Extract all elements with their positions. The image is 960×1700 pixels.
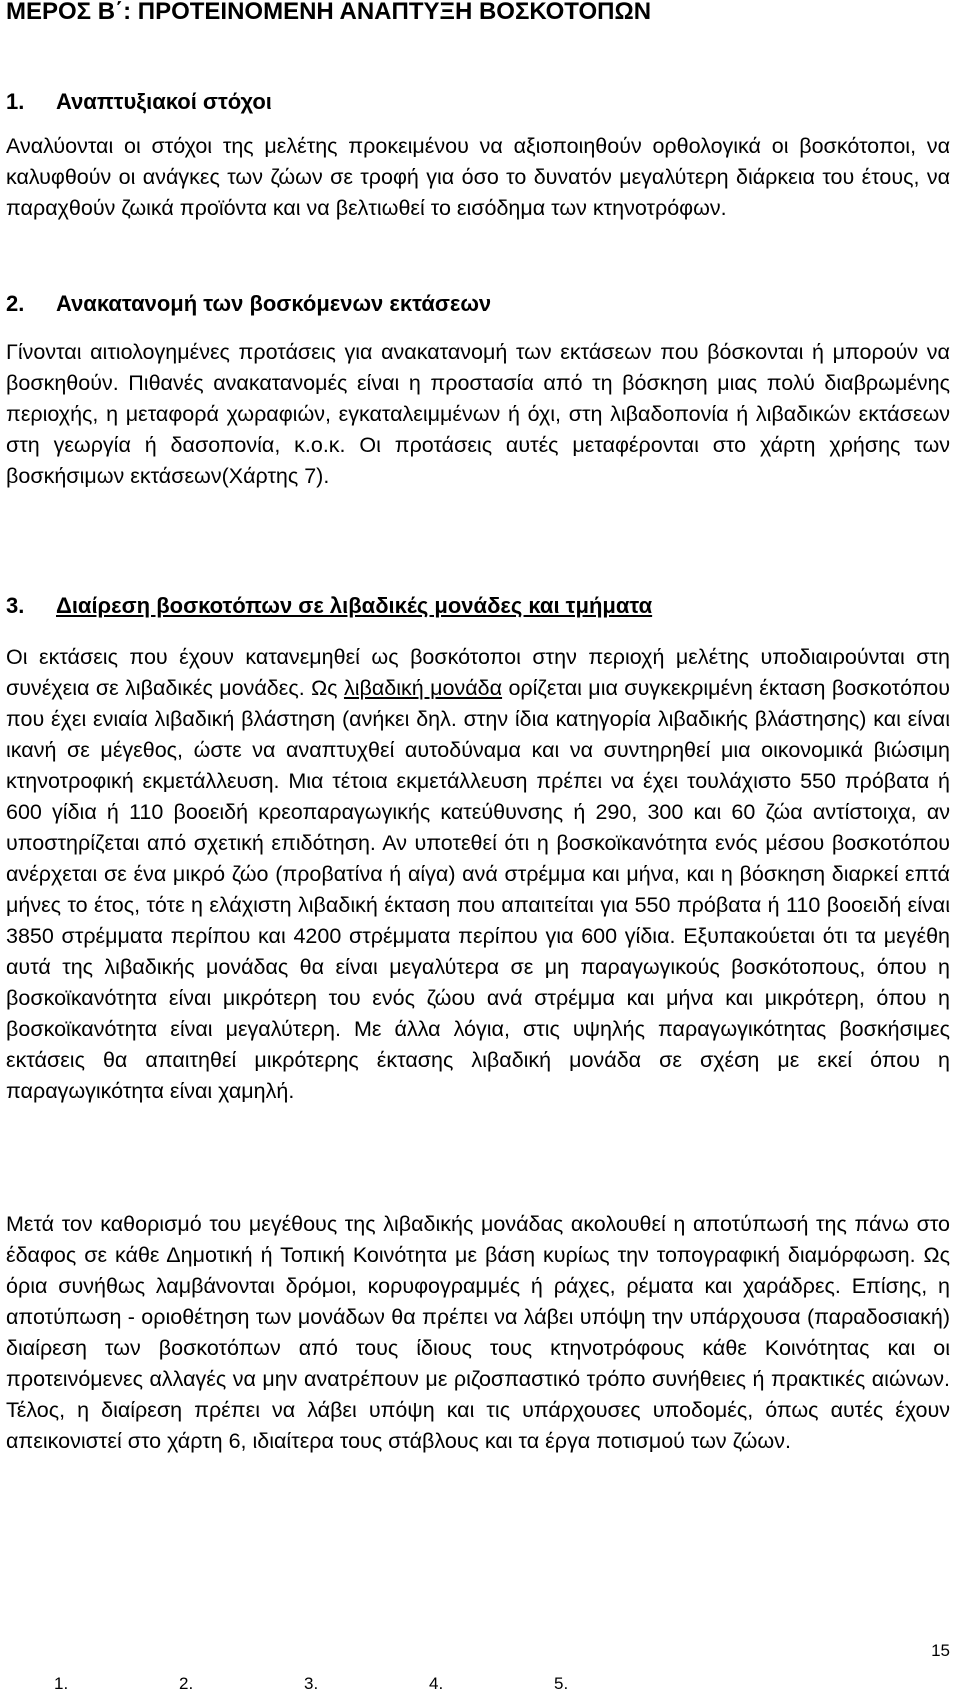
section-2-paragraph: Γίνονται αιτιολογημένες προτάσεις για ανακατανομή των εκτάσεων που βόσκονται ή μπορούν να βοσκηθούν. Πιθανές ανακατανομές είναι η προστασία από τη βόσκηση μιας πολύ διαβρωμένης περιοχής, η μεταφορά χωραφιών, εγκαταλειμμένων ή όχι, στη λιβαδοπονία ή λιβαδικών εκτάσεων στη γεωργία ή δασοπονία, κ.ο.κ. Οι προτάσεις αυτές μεταφέρονται στο χάρτη χρήσης των βοσκήσιμων εκτάσεων(Χάρτης 7). <box>6 340 950 488</box>
section-3-heading <box>6 592 652 620</box>
section-2-number: 2. <box>6 291 25 316</box>
footer-item-5: 5. <box>554 1674 569 1693</box>
definition-term: λιβαδική μονάδα <box>343 676 503 700</box>
part-title: ΜΕΡΟΣ Β΄: ΠΡΟΤΕΙΝΟΜΕΝΗ ΑΝΑΠΤΥΞΗ ΒΟΣΚΟΤΟΠΩΝ <box>6 0 652 25</box>
section-1-heading <box>6 88 272 116</box>
footer-item-3: 3. <box>304 1674 319 1693</box>
section-2-heading <box>6 290 491 318</box>
section-3-p1-rest: ορίζεται μια συγκεκριμένη έκταση βοσκοτόπου που έχει ενιαία λιβαδική βλάστηση (ανήκει δηλ. στην ίδια κατηγορία λιβαδικής βλάστησης) και είναι ικανή σε μέγεθος, ώστε να αναπτυχθεί αυτοδύναμα και να συντηρηθεί μια οικονομικά βιώσιμη κτηνοτροφική εκμετάλλευση. Μια τέτοια εκμετάλλευση πρέπει να έχει τουλάχιστο 550 πρόβατα ή 600 γίδια ή 110 βοοειδή κρεοπαραγωγικής κατεύθυνσης ή 290, 300 και 60 ζώα αντίστοιχα, αν υποστηρίζεται από σχετική επιδότηση. Αν υποτεθεί ότι η βοσκοϊκανότητα ενός μέσου βοσκοτόπου ανέρχεται σε ένα μικρό ζώο (προβατίνα ή αίγα) ανά στρέμμα και μήνα, και η βόσκηση διαρκεί επτά μήνες το έτος, τότε η ελάχιστη λιβαδική έκταση που απαιτείται για 550 πρόβατα ή 110 βοοειδή είναι 3850 στρέμματα περίπου και 4200 στρέμματα περίπου για 600 γίδια. Εξυπακούεται ότι τα μεγέθη αυτά της λιβαδικής μονάδας θα είναι μεγαλύτερα σε μη παραγωγικούς βοσκότοπους, όπου η βοσκοϊκανότητα είναι μικρότερη του ενός ζώου ανά στρέμμα και μήνα και μικρότερη, όπου η βοσκοϊκανότητα είναι μεγαλύτερη. Με άλλα λόγια, στις υψηλής παραγωγικότητας βοσκήσιμες εκτάσεις θα απαιτηθεί μικρότερης έκτασης λιβαδική μονάδα σε σχέση με εκεί όπου η παραγωγικότητα είναι χαμηλή. <box>6 676 950 1103</box>
section-3-paragraph-1 <box>6 642 950 1107</box>
section-1-title: Αναπτυξιακοί στόχοι <box>56 89 272 114</box>
section-1-paragraph: Αναλύονται οι στόχοι της μελέτης προκειμένου να αξιοποιηθούν ορθολογικά οι βοσκότοποι, να καλυφθούν οι ανάγκες των ζώων σε τροφή για όσο το δυνατόν μεγαλύτερη διάρκεια του έτους, να παραχθούν ζωικά προϊόντα και να βελτιωθεί το εισόδημα των κτηνοτρόφων. <box>6 134 950 220</box>
footer-item-4: 4. <box>429 1674 444 1693</box>
page-number: 15 <box>931 1641 950 1660</box>
footer-item-1: 1. <box>54 1674 69 1693</box>
section-1-number: 1. <box>6 89 25 114</box>
section-3-number: 3. <box>6 593 25 618</box>
section-3-paragraph-2: Μετά τον καθορισμό του μεγέθους της λιβαδικής μονάδας ακολουθεί η αποτύπωσή της πάνω στο έδαφος σε κάθε Δημοτική ή Τοπική Κοινότητα με βάση κυρίως την τοπογραφική διαμόρφωση. Ως όρια συνήθως λαμβάνονται δρόμοι, κορυφογραμμές ή ράχες, ρέματα και χαράδρες. Επίσης, η αποτύπωση - οριοθέτηση των μονάδων θα πρέπει να λάβει υπόψη την υπάρχουσα (παραδοσιακή) διαίρεση των βοσκοτόπων από τους ίδιους τους κτηνοτρόφους κάθε Κοινότητας και οι προτεινόμενες αλλαγές να μην ανατρέπουν με ριζοσπαστικό τρόπο συνήθειες ή πρακτικές αιώνων. Τέλος, η διαίρεση πρέπει να λάβει υπόψη και τις υπάρχουσες υποδομές, όπως αυτές έχουν απεικονιστεί στο χάρτη 6, ιδιαίτερα τους στάβλους και τα έργα ποτισμού των ζώων. <box>6 1212 950 1453</box>
footer-item-2: 2. <box>179 1674 194 1693</box>
section-3-p1-start: Οι εκτάσεις που έχουν κατανεμηθεί ως βοσκότοποι στην περιοχή μελέτης υποδιαιρούνται στη συνέχεια σε λιβαδικές μονάδες. Ως <box>6 645 950 700</box>
section-3-title: Διαίρεση βοσκοτόπων σε λιβαδικές μονάδες και τμήματα <box>56 593 653 618</box>
section-2-title: Ανακατανομή των βοσκόμενων εκτάσεων <box>56 291 492 316</box>
